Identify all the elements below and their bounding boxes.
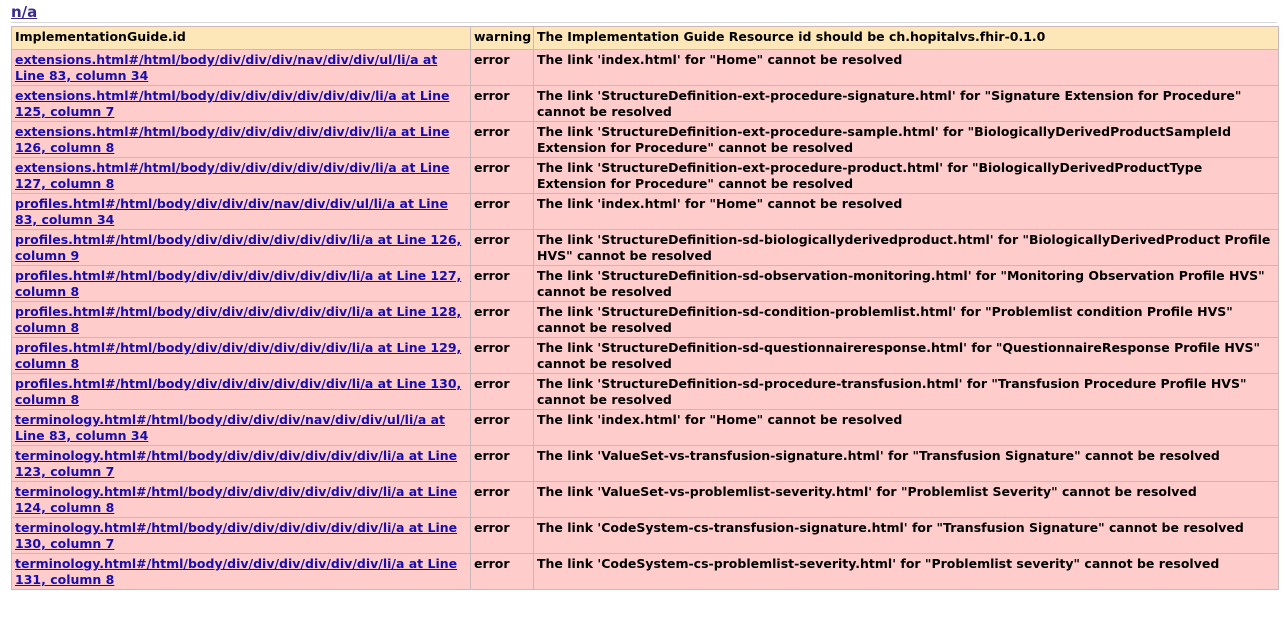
issue-level-cell xyxy=(471,158,534,194)
file-heading-link[interactable]: n/a xyxy=(11,3,38,21)
issue-message-cell xyxy=(534,446,1279,482)
issue-level-cell xyxy=(471,86,534,122)
issue-level-cell xyxy=(471,302,534,338)
issue-message: The link 'StructureDefinition-sd-procedure-transfusion.html' for "Transfusion Procedure Profile HVS" cannot be resolved xyxy=(537,376,1247,407)
issue-row xyxy=(12,86,1279,122)
issue-level: error xyxy=(474,340,510,355)
issue-row xyxy=(12,266,1279,302)
issue-message-cell xyxy=(534,554,1279,590)
issue-location-cell xyxy=(12,302,471,338)
issue-message-cell xyxy=(534,266,1279,302)
issue-message: The link 'CodeSystem-cs-transfusion-signature.html' for "Transfusion Signature" cannot be resolved xyxy=(537,520,1244,535)
issue-location-link[interactable]: terminology.html#/html/body/div/div/div/div/div/div/li/a at Line 124, column 8 xyxy=(15,484,458,515)
issue-message-cell xyxy=(534,122,1279,158)
issue-location-cell xyxy=(12,338,471,374)
issue-message-cell xyxy=(534,230,1279,266)
issue-location-cell xyxy=(12,86,471,122)
issue-level: error xyxy=(474,412,510,427)
issue-level-cell xyxy=(471,446,534,482)
issue-message: The Implementation Guide Resource id should be ch.hopitalvs.fhir-0.1.0 xyxy=(537,29,1046,44)
issue-location-cell xyxy=(12,518,471,554)
issue-message-cell xyxy=(534,338,1279,374)
issue-row xyxy=(12,194,1279,230)
issue-level-cell xyxy=(471,266,534,302)
issue-message-cell xyxy=(534,194,1279,230)
issue-row xyxy=(12,518,1279,554)
issue-message-cell xyxy=(534,374,1279,410)
issue-location-link[interactable]: terminology.html#/html/body/div/div/div/div/div/div/li/a at Line 130, column 7 xyxy=(15,520,458,551)
issue-level: error xyxy=(474,196,510,211)
issue-level-cell xyxy=(471,194,534,230)
issue-location-link[interactable]: extensions.html#/html/body/div/div/div/div/div/div/li/a at Line 126, column 8 xyxy=(15,124,450,155)
issue-message-cell xyxy=(534,27,1279,50)
issue-level-cell xyxy=(471,230,534,266)
issue-location-link[interactable]: profiles.html#/html/body/div/div/div/div/div/div/li/a at Line 126, column 9 xyxy=(15,232,462,263)
issue-message: The link 'StructureDefinition-ext-procedure-sample.html' for "BiologicallyDerivedProductSampleId Extension for Procedure" cannot be resolved xyxy=(537,124,1232,155)
issue-row xyxy=(12,554,1279,590)
issue-message: The link 'index.html' for "Home" cannot be resolved xyxy=(537,52,903,67)
issue-location-link[interactable]: profiles.html#/html/body/div/div/div/div/div/div/li/a at Line 127, column 8 xyxy=(15,268,462,299)
issue-level: error xyxy=(474,268,510,283)
issue-level-cell xyxy=(471,518,534,554)
issue-message: The link 'ValueSet-vs-transfusion-signature.html' for "Transfusion Signature" cannot be resolved xyxy=(537,448,1220,463)
issue-level: error xyxy=(474,376,510,391)
issue-level: warning xyxy=(474,29,532,44)
issue-message-cell xyxy=(534,518,1279,554)
issue-location-cell xyxy=(12,27,471,50)
issue-message: The link 'ValueSet-vs-problemlist-severity.html' for "Problemlist Severity" cannot be resolved xyxy=(537,484,1197,499)
issue-level: error xyxy=(474,232,510,247)
issue-row xyxy=(12,410,1279,446)
issue-row xyxy=(12,27,1279,50)
issue-location-cell xyxy=(12,50,471,86)
issue-level-cell xyxy=(471,50,534,86)
issue-level: error xyxy=(474,160,510,175)
issue-level-cell xyxy=(471,374,534,410)
issue-location-link[interactable]: extensions.html#/html/body/div/div/div/nav/div/div/ul/li/a at Line 83, column 34 xyxy=(15,52,438,83)
issue-row xyxy=(12,230,1279,266)
issue-message: The link 'StructureDefinition-sd-biologicallyderivedproduct.html' for "BiologicallyDerivedProduct Profile HVS" cannot be resolved xyxy=(537,232,1271,263)
issue-row xyxy=(12,50,1279,86)
issue-location-link[interactable]: extensions.html#/html/body/div/div/div/div/div/div/li/a at Line 125, column 7 xyxy=(15,88,450,119)
issue-message: The link 'StructureDefinition-sd-observation-monitoring.html' for "Monitoring Observation Profile HVS" cannot be resolved xyxy=(537,268,1265,299)
issue-location-cell xyxy=(12,158,471,194)
issue-level: error xyxy=(474,304,510,319)
issue-level: error xyxy=(474,88,510,103)
issue-message: The link 'StructureDefinition-ext-procedure-signature.html' for "Signature Extension for Procedure" cannot be resolved xyxy=(537,88,1242,119)
issue-message: The link 'index.html' for "Home" cannot be resolved xyxy=(537,196,903,211)
validation-issues-table xyxy=(11,26,1279,590)
issue-level: error xyxy=(474,448,510,463)
issue-message: The link 'StructureDefinition-sd-condition-problemlist.html' for "Problemlist condition Profile HVS" cannot be resolved xyxy=(537,304,1233,335)
issue-location-text: ImplementationGuide.id xyxy=(15,29,186,44)
issue-location-link[interactable]: profiles.html#/html/body/div/div/div/div/div/div/li/a at Line 128, column 8 xyxy=(15,304,462,335)
issue-level-cell xyxy=(471,410,534,446)
issue-row xyxy=(12,338,1279,374)
issue-message-cell xyxy=(534,482,1279,518)
issue-location-cell xyxy=(12,374,471,410)
issue-row xyxy=(12,158,1279,194)
issue-message-cell xyxy=(534,50,1279,86)
issue-level-cell xyxy=(471,338,534,374)
issue-row xyxy=(12,302,1279,338)
issue-level-cell xyxy=(471,122,534,158)
issue-level: error xyxy=(474,556,510,571)
issue-location-cell xyxy=(12,194,471,230)
issue-row xyxy=(12,482,1279,518)
issue-level: error xyxy=(474,52,510,67)
issue-location-link[interactable]: profiles.html#/html/body/div/div/div/div/div/div/li/a at Line 130, column 8 xyxy=(15,376,462,407)
issue-message-cell xyxy=(534,158,1279,194)
issue-location-link[interactable]: terminology.html#/html/body/div/div/div/div/div/div/li/a at Line 131, column 8 xyxy=(15,556,458,587)
issue-message: The link 'StructureDefinition-sd-questionnaireresponse.html' for "QuestionnaireResponse Profile HVS" cannot be resolved xyxy=(537,340,1261,371)
issue-location-link[interactable]: profiles.html#/html/body/div/div/div/div/div/div/li/a at Line 129, column 8 xyxy=(15,340,462,371)
issue-message: The link 'CodeSystem-cs-problemlist-severity.html' for "Problemlist severity" cannot be resolved xyxy=(537,556,1220,571)
heading-divider xyxy=(11,22,1277,23)
issue-level: error xyxy=(474,484,510,499)
issue-location-cell xyxy=(12,266,471,302)
issue-message: The link 'index.html' for "Home" cannot be resolved xyxy=(537,412,903,427)
issue-location-cell xyxy=(12,410,471,446)
issue-message: The link 'StructureDefinition-ext-procedure-product.html' for "BiologicallyDerivedProductType Extension for Procedure" cannot be resolved xyxy=(537,160,1203,191)
issue-message-cell xyxy=(534,302,1279,338)
issue-location-link[interactable]: extensions.html#/html/body/div/div/div/div/div/div/li/a at Line 127, column 8 xyxy=(15,160,450,191)
issue-level: error xyxy=(474,124,510,139)
issue-row xyxy=(12,446,1279,482)
issue-location-link[interactable]: terminology.html#/html/body/div/div/div/nav/div/div/ul/li/a at Line 83, column 34 xyxy=(15,412,446,443)
issue-row xyxy=(12,122,1279,158)
issue-message-cell xyxy=(534,410,1279,446)
issue-location-link[interactable]: terminology.html#/html/body/div/div/div/div/div/div/li/a at Line 123, column 7 xyxy=(15,448,458,479)
issue-location-cell xyxy=(12,554,471,590)
issue-level-cell xyxy=(471,554,534,590)
issue-location-cell xyxy=(12,122,471,158)
issue-message-cell xyxy=(534,86,1279,122)
issue-level: error xyxy=(474,520,510,535)
issue-location-link[interactable]: profiles.html#/html/body/div/div/div/nav/div/div/ul/li/a at Line 83, column 34 xyxy=(15,196,448,227)
issue-location-cell xyxy=(12,230,471,266)
issue-level-cell xyxy=(471,482,534,518)
issue-row xyxy=(12,374,1279,410)
issue-location-cell xyxy=(12,482,471,518)
issue-level-cell xyxy=(471,27,534,50)
issue-location-cell xyxy=(12,446,471,482)
